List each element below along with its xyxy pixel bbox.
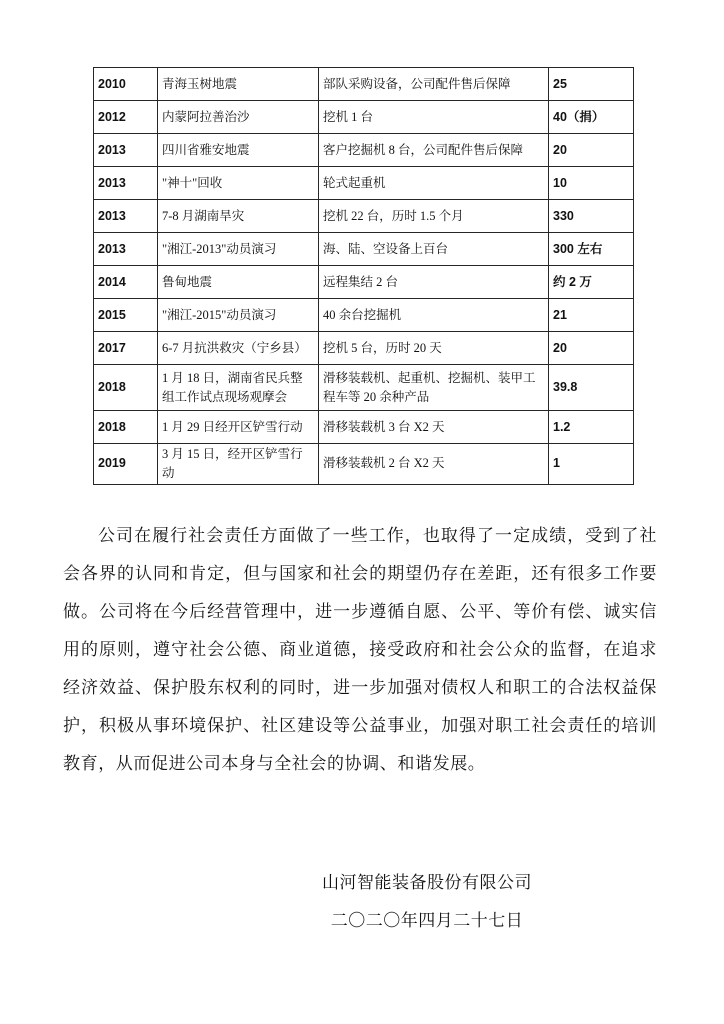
cell-equipment: 挖机 1 台 xyxy=(319,101,549,134)
cell-event: 6-7 月抗洪救灾（宁乡县） xyxy=(158,332,319,365)
cell-amount: 约 2 万 xyxy=(549,266,634,299)
cell-equipment: 挖机 22 台，历时 1.5 个月 xyxy=(319,200,549,233)
cell-event: "神十"回收 xyxy=(158,167,319,200)
cell-year: 2013 xyxy=(94,167,158,200)
table-row xyxy=(94,266,634,299)
signature-company-name: 山河智能装备股份有限公司 xyxy=(322,873,532,892)
cell-event: 鲁甸地震 xyxy=(158,266,319,299)
cell-year: 2018 xyxy=(94,411,158,444)
cell-amount: 1 xyxy=(549,444,634,485)
cell-event: 四川省雅安地震 xyxy=(158,134,319,167)
table-row xyxy=(94,134,634,167)
cell-equipment: 客户挖掘机 8 台，公司配件售后保障 xyxy=(319,134,549,167)
cell-amount: 300 左右 xyxy=(549,233,634,266)
cell-amount: 39.8 xyxy=(549,365,634,411)
table-row xyxy=(94,167,634,200)
cell-amount: 20 xyxy=(549,332,634,365)
cell-amount: 25 xyxy=(549,68,634,101)
cell-year: 2013 xyxy=(94,233,158,266)
cell-equipment: 轮式起重机 xyxy=(319,167,549,200)
donation-table xyxy=(93,67,634,485)
cell-year: 2015 xyxy=(94,299,158,332)
cell-amount: 330 xyxy=(549,200,634,233)
cell-year: 2013 xyxy=(94,134,158,167)
cell-equipment: 滑移装载机 2 台 X2 天 xyxy=(319,444,549,485)
cell-year: 2013 xyxy=(94,200,158,233)
cell-equipment: 海、陆、空设备上百台 xyxy=(319,233,549,266)
signature-date: 二〇二〇年四月二十七日 xyxy=(330,911,524,930)
cell-event: 3 月 15 日，经开区铲雪行动 xyxy=(158,444,319,485)
table-row xyxy=(94,365,634,411)
social-responsibility-paragraph: 公司在履行社会责任方面做了一些工作，也取得了一定成绩，受到了社会各界的认同和肯定，但与国家和社会的期望仍存在差距，还有很多工作要做。公司将在今后经营管理中，进一步遵循自愿、公平、等价有偿、诚实信用的原则，遵守社会公德、商业道德，接受政府和社会公众的监督，在追求经济效益、保护股东权利的同时，进一步加强对债权人和职工的合法权益保护，积极从事环境保护、社区建设等公益事业，加强对职工社会责任的培训教育，从而促进公司本身与全社会的协调、和谐发展。 xyxy=(63,526,657,773)
table-row xyxy=(94,332,634,365)
cell-equipment: 滑移装载机 3 台 X2 天 xyxy=(319,411,549,444)
cell-event: "湘江-2015"动员演习 xyxy=(158,299,319,332)
cell-amount: 21 xyxy=(549,299,634,332)
cell-event: 1 月 18 日，湖南省民兵整组工作试点现场观摩会 xyxy=(158,365,319,411)
cell-event: "湘江-2013"动员演习 xyxy=(158,233,319,266)
cell-event: 青海玉树地震 xyxy=(158,68,319,101)
table-row xyxy=(94,299,634,332)
table-row xyxy=(94,68,634,101)
table-row xyxy=(94,101,634,134)
table-row xyxy=(94,200,634,233)
cell-amount: 10 xyxy=(549,167,634,200)
cell-year: 2017 xyxy=(94,332,158,365)
cell-amount: 1.2 xyxy=(549,411,634,444)
cell-amount: 40（捐） xyxy=(549,101,634,134)
cell-year: 2012 xyxy=(94,101,158,134)
table-row xyxy=(94,444,634,485)
cell-event: 7-8 月湖南旱灾 xyxy=(158,200,319,233)
cell-event: 1 月 29 日经开区铲雪行动 xyxy=(158,411,319,444)
cell-year: 2014 xyxy=(94,266,158,299)
table-row xyxy=(94,233,634,266)
cell-equipment: 40 余台挖掘机 xyxy=(319,299,549,332)
cell-equipment: 挖机 5 台，历时 20 天 xyxy=(319,332,549,365)
cell-amount: 20 xyxy=(549,134,634,167)
cell-event: 内蒙阿拉善治沙 xyxy=(158,101,319,134)
cell-year: 2019 xyxy=(94,444,158,485)
cell-equipment: 部队采购设备，公司配件售后保障 xyxy=(319,68,549,101)
cell-equipment: 远程集结 2 台 xyxy=(319,266,549,299)
cell-equipment: 滑移装载机、起重机、挖掘机、装甲工程车等 20 余种产品 xyxy=(319,365,549,411)
cell-year: 2018 xyxy=(94,365,158,411)
cell-year: 2010 xyxy=(94,68,158,101)
table-row xyxy=(94,411,634,444)
